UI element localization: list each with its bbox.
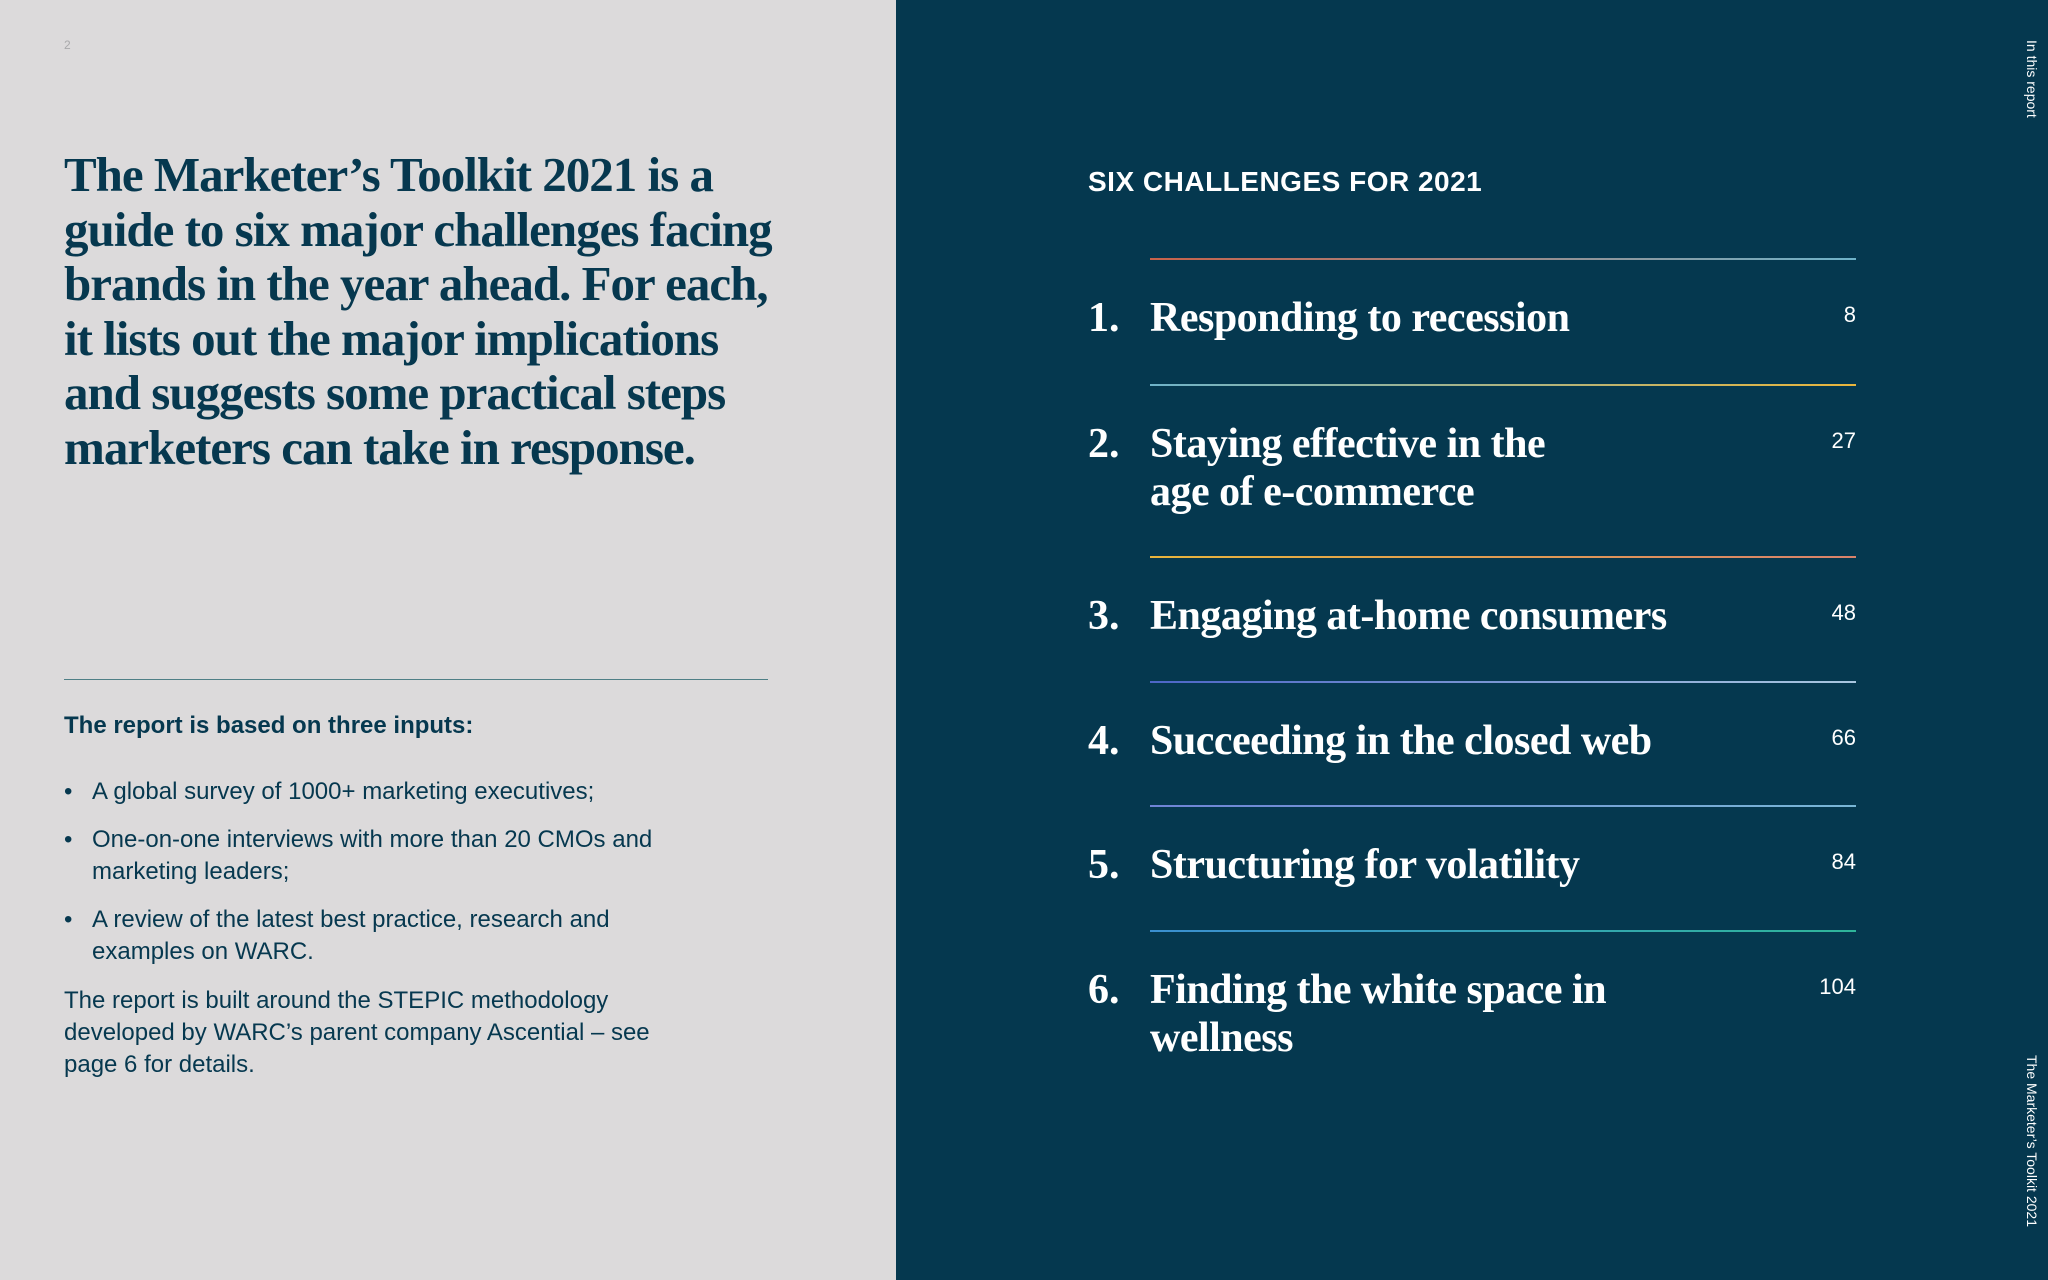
- toc-title: Structuring for volatility: [1150, 842, 1580, 888]
- divider: [64, 679, 768, 680]
- toc-title: Finding the white space in wellness: [1150, 967, 1607, 1061]
- list-item: [64, 904, 684, 968]
- methodology-paragraph: The report is built around the STEPIC methodology developed by WARC’s parent company Ascential – see page 6 for details.: [64, 987, 650, 1078]
- intro-headline: The Marketer’s Toolkit 2021 is a guide to six major challenges facing brands in the year ahead. For each, it lists out the major implications and suggests some practical steps marketers can take in response.: [64, 147, 772, 475]
- list-item-text: One-on-one interviews with more than 20 CMOs and marketing leaders;: [92, 826, 653, 885]
- list-item-text: A review of the latest best practice, research and examples on WARC.: [92, 906, 610, 965]
- toc-number: 4.: [1088, 718, 1120, 764]
- toc-page-number: 84: [1831, 849, 1856, 874]
- toc-rule: [1150, 258, 1856, 260]
- toc-title: Succeeding in the closed web: [1150, 718, 1652, 764]
- toc-page-number: 8: [1843, 302, 1856, 327]
- toc-rule: [1150, 805, 1856, 807]
- toc-page-number: 48: [1831, 600, 1856, 625]
- toc-number: 1.: [1088, 295, 1120, 341]
- contents-panel: [896, 0, 2048, 1280]
- toc-page-number: 66: [1831, 725, 1856, 750]
- intro-panel: [0, 0, 896, 1280]
- list-item: [64, 824, 684, 888]
- inputs-list: [64, 776, 684, 984]
- running-header-title: The Marketer’s Toolkit 2021: [2024, 1055, 2040, 1227]
- toc-rule: [1150, 930, 1856, 932]
- toc-title: Staying effective in the age of e-commerce: [1150, 421, 1546, 515]
- toc-number: 3.: [1088, 593, 1120, 639]
- page-number: 2: [64, 38, 71, 52]
- toc-number: 5.: [1088, 842, 1120, 888]
- toc-title: Responding to recession: [1150, 295, 1570, 341]
- section-title: SIX CHALLENGES FOR 2021: [1088, 166, 1483, 197]
- toc-number: 6.: [1088, 967, 1120, 1013]
- toc-page-number: 104: [1819, 974, 1856, 999]
- toc-title: Engaging at-home consumers: [1150, 593, 1667, 639]
- toc-number: 2.: [1088, 421, 1120, 467]
- toc-rule: [1150, 384, 1856, 386]
- running-header-section: In this report: [2024, 40, 2040, 118]
- list-item-text: A global survey of 1000+ marketing executives;: [92, 778, 595, 805]
- bullet-icon: •: [64, 826, 73, 853]
- bullet-icon: •: [64, 906, 73, 933]
- toc-rule: [1150, 681, 1856, 683]
- list-item: [64, 776, 684, 808]
- bullet-icon: •: [64, 778, 73, 805]
- inputs-title: The report is based on three inputs:: [64, 712, 474, 739]
- toc-page-number: 27: [1831, 428, 1856, 453]
- toc-rule: [1150, 556, 1856, 558]
